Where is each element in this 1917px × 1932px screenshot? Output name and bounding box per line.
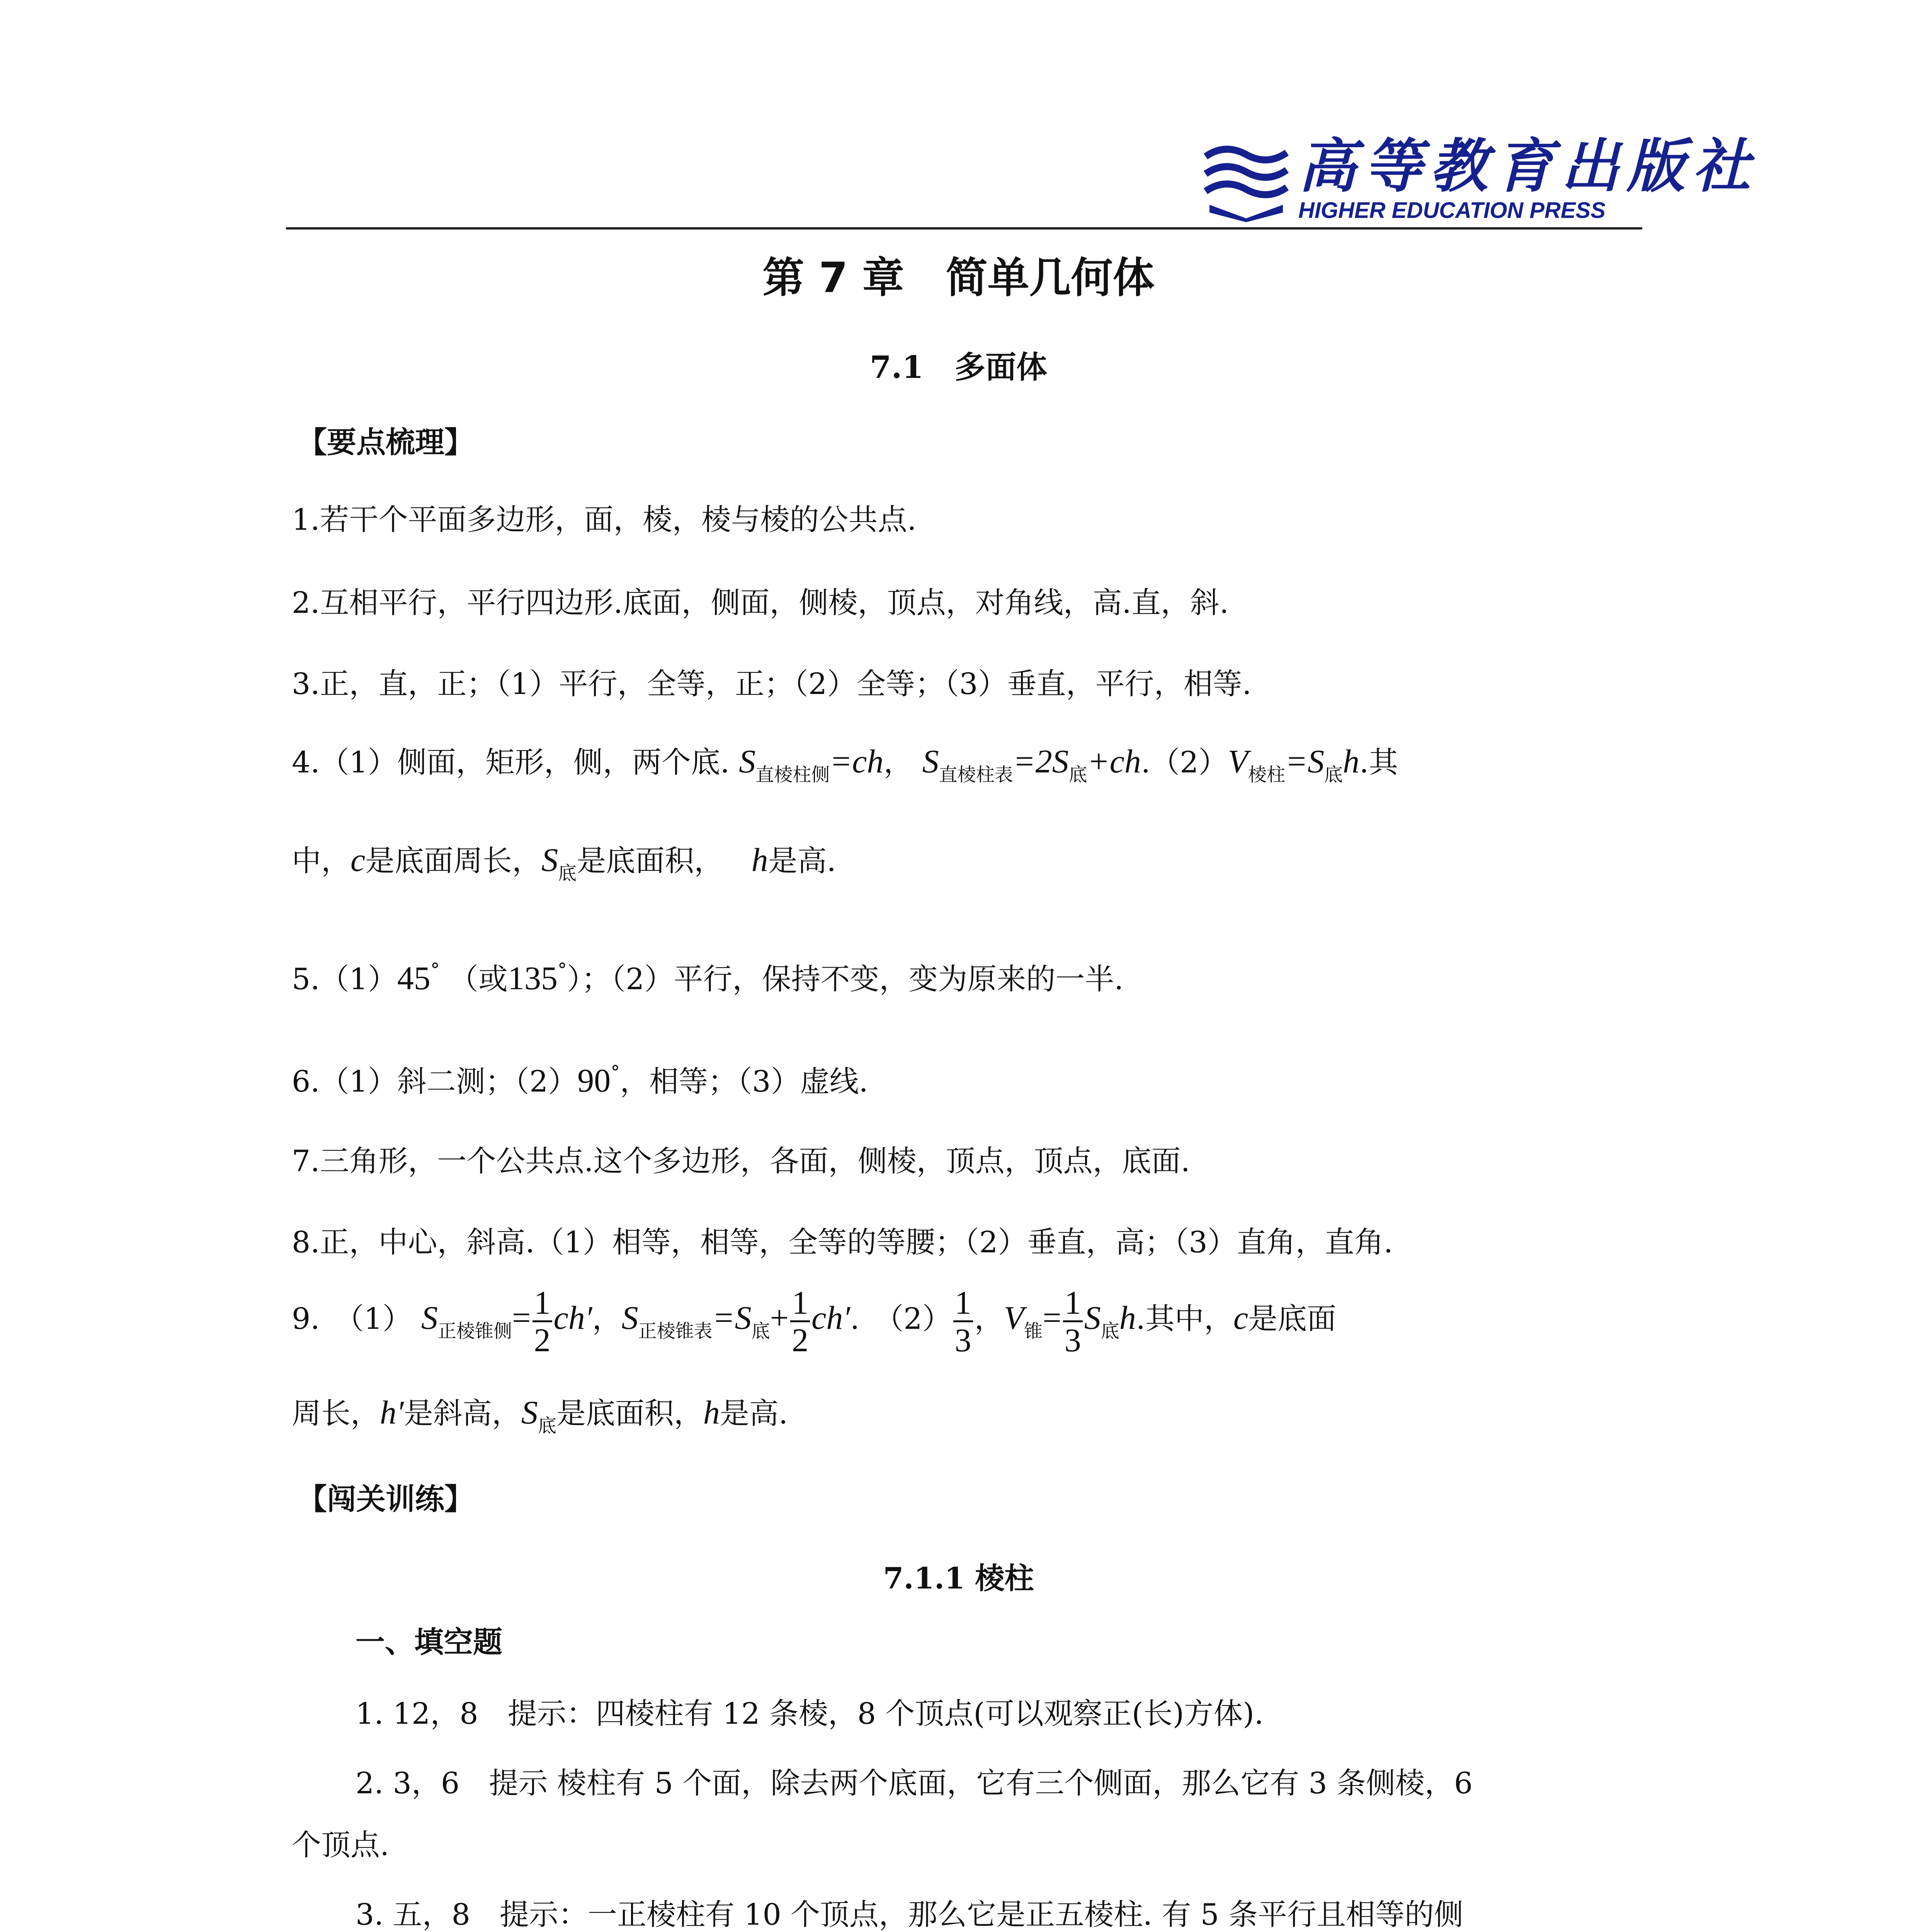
summary-item-5: 5.（1）45° （或135°）；（2）平行，保持不变，变为原来的一半. <box>292 959 1124 997</box>
subsection-title: 7.1.1 棱柱 <box>883 1561 1034 1595</box>
publisher-name-en: HIGHER EDUCATION PRESS <box>1298 198 1606 223</box>
summary-item-2: 2.互相平行，平行四边形.底面，侧面，侧棱，顶点，对角线，高.直，斜. <box>292 585 1229 620</box>
summary-heading: 【要点梳理】 <box>298 425 474 459</box>
summary-item-4-line-2: 中，c是底面周长，$S_底$是底面积， h是高. <box>292 841 836 884</box>
fill-q3-line-1: 3. 五，8 提示：一正棱柱有 10 个顶点，那么它是正五棱柱. 有 5 条平行且相等的侧 <box>356 1897 1464 1932</box>
chapter-title: 第 7 章 简单几何体 <box>762 254 1155 302</box>
summary-item-3: 3.正，直，正；（1）平行，全等，正；（2）全等；（3）垂直，平行，相等. <box>292 667 1252 701</box>
summary-item-6: 6.（1）斜二测；（2）90°，相等；（3）虚线. <box>292 1061 868 1099</box>
publisher-logo-icon <box>1202 141 1291 222</box>
summary-item-9-line-1: 9. （1） $S_{正棱锥侧}=$ $\frac{1}{2}$ ch′，$S_{正棱锥表}=S_底+$ $\frac{1}{2}$ ch′. （2） $\frac{1}{3}$ ，$V_锥=$ $\frac{1}{3}$ $S_底h$.其中，c是底面 <box>292 1284 1337 1359</box>
summary-item-7: 7.三角形，一个公共点.这个多边形，各面，侧棱，顶点，顶点，底面. <box>292 1144 1190 1178</box>
fill-heading: 一、填空题 <box>356 1625 502 1659</box>
fill-q2-line-2: 个顶点. <box>292 1828 390 1862</box>
summary-item-9-line-2: 周长，h′是斜高，$S_底$是底面积，h是高. <box>292 1394 788 1437</box>
summary-item-1: 1.若干个平面多边形，面，棱，棱与棱的公共点. <box>292 502 917 537</box>
section-title: 7.1 多面体 <box>869 349 1048 385</box>
publisher-name-cn: 高等教育出版社 <box>1298 132 1759 200</box>
fill-q1: 1. 12，8 提示：四棱柱有 12 条棱，8 个顶点(可以观察正(长)方体). <box>356 1696 1264 1731</box>
fill-q2-line-1: 2. 3，6 提示 棱柱有 5 个面，除去两个底面，它有三个侧面，那么它有 3 条侧棱，6 <box>356 1766 1473 1800</box>
summary-item-4-line-1: 4.（1）侧面，矩形，侧，两个底. $S_{直棱柱侧}=ch$， $S_{直棱柱表}=2S_底+ch.(2)V_{棱柱}=S_底h$.其 <box>292 743 1398 786</box>
publisher-logo <box>1202 132 1759 226</box>
training-heading: 【闯关训练】 <box>298 1482 474 1516</box>
header-rule <box>286 227 1642 230</box>
summary-item-8: 8.正，中心，斜高.（1）相等，相等，全等的等腰；（2）垂直，高；（3）直角，直角. <box>292 1225 1393 1259</box>
